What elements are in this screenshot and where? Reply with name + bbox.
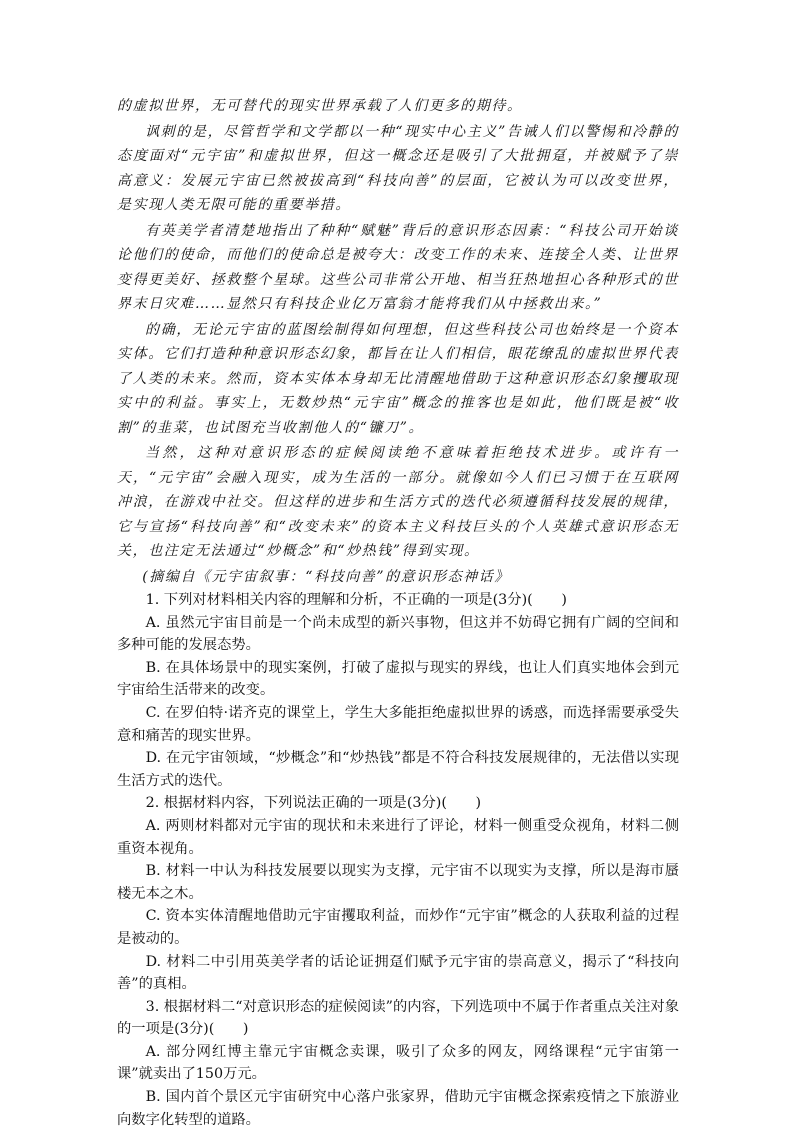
question-option: D. 在元宇宙领域，“炒概念”和“炒热钱”都是不符合科技发展规律的，无法借以实现生活方式的迭代。 <box>117 750 679 789</box>
passage-paragraph: 有英美学者清楚地指出了种种“赋魅”背后的意识形态因素：“科技公司开始谈论他们的使命，而他们的使命总是被夸大：改变工作的未来、连接全人类、让世界变得更美好、拯救整个星球。这些公司非常公开地、相当狂热地担心各种形式的世界末日灾难……显然只有科技企业亿万富翁才能将我们从中拯救出来。” <box>117 222 679 312</box>
question-option: B. 在具体场景中的现实案例，打破了虚拟与现实的界线，也让人们真实地体会到元宇宙给生活带来的改变。 <box>117 659 679 699</box>
question-option: C. 在罗伯特·诺齐克的课堂上，学生大多能拒绝虚拟世界的诱惑，而选择需要承受失意和痛苦的现实世界。 <box>117 704 679 744</box>
passage-source: (摘编自《元宇宙叙事：“科技向善”的意识形态神话》 <box>142 568 510 585</box>
passage-paragraph: 的虚拟世界，无可替代的现实世界承载了人们更多的期待。 <box>117 98 523 114</box>
passage-paragraph: 讽刺的是，尽管哲学和文学都以一种“现实中心主义”告诫人们以警惕和冷静的态度面对“元宇宙”和虚拟世界，但这一概念还是吸引了大批拥趸，并被赋予了崇高意义：发展元宇宙已然被拔高到“科技向善”的层面，它被认为可以改变世界，是实现人类无限可能的重要举措。 <box>117 123 679 213</box>
question-option: A. 部分网红博主靠元宇宙概念卖课，吸引了众多的网友，网络课程“元宇宙第一课”就卖出了150万元。 <box>117 1043 679 1083</box>
question-option: B. 国内首个景区元宇宙研究中心落户张家界，借助元宇宙概念探索疫情之下旅游业向数字化转型的道路。 <box>117 1089 679 1128</box>
question-option: A. 虽然元宇宙目前是一个尚未成型的新兴事物，但这并不妨碍它拥有广阔的空间和多种可能的发展态势。 <box>117 614 679 654</box>
question-stem: 1. 下列对材料相关内容的理解和分析，不正确的一项是(3分)( ) <box>145 592 567 608</box>
question-option: A. 两则材料都对元宇宙的现状和未来进行了评论，材料一侧重受众视角，材料二侧重资本视角。 <box>117 817 679 857</box>
question-option: B. 材料一中认为科技发展要以现实为支撑，元宇宙不以现实为支撑，所以是海市蜃楼无本之木。 <box>117 863 679 902</box>
question-option: C. 资本实体清醒地借助元宇宙攫取利益，而炒作“元宇宙”概念的人获取利益的过程是被动的。 <box>117 908 679 947</box>
document-page <box>117 94 679 1131</box>
question-option: D. 材料二中引用英美学者的话论证拥趸们赋予元宇宙的崇高意义，揭示了“科技向善”的真相。 <box>117 953 679 993</box>
passage-paragraph: 当然，这种对意识形态的症候阅读绝不意味着拒绝技术进步。或许有一天，“元宇宙”会融入现实，成为生活的一部分。就像如今人们已习惯于在互联网冲浪，在游戏中社交。但这样的进步和生活方式的迭代必须遵循科技发展的规律，它与宣扬“科技向善”和“改变未来”的资本主义科技巨头的个人英雄式意识形态无关，也注定无法通过“炒概念”和“炒热钱”得到实现。 <box>117 445 679 559</box>
question-stem: 3. 根据材料二“对意识形态的症候阅读”的内容，下列选项中不属于作者重点关注对象的一项是(3分)( ) <box>117 998 679 1038</box>
question-stem: 2. 根据材料内容，下列说法正确的一项是(3分)( ) <box>145 795 482 812</box>
passage-paragraph: 的确，无论元宇宙的蓝图绘制得如何理想，但这些科技公司也始终是一个资本实体。它们打造种种意识形态幻象，都旨在让人们相信，眼花缭乱的虚拟世界代表了人类的未来。然而，资本实体本身却无比清醒地借助于这种意识形态幻象攫取现实中的利益。事实上，无数炒热“元宇宙”概念的推客也是如此，他们既是被“收割”的韭菜，也试图充当收割他人的“镰刀”。 <box>117 321 679 436</box>
reading-passage <box>117 94 679 589</box>
question-section <box>117 589 679 1131</box>
